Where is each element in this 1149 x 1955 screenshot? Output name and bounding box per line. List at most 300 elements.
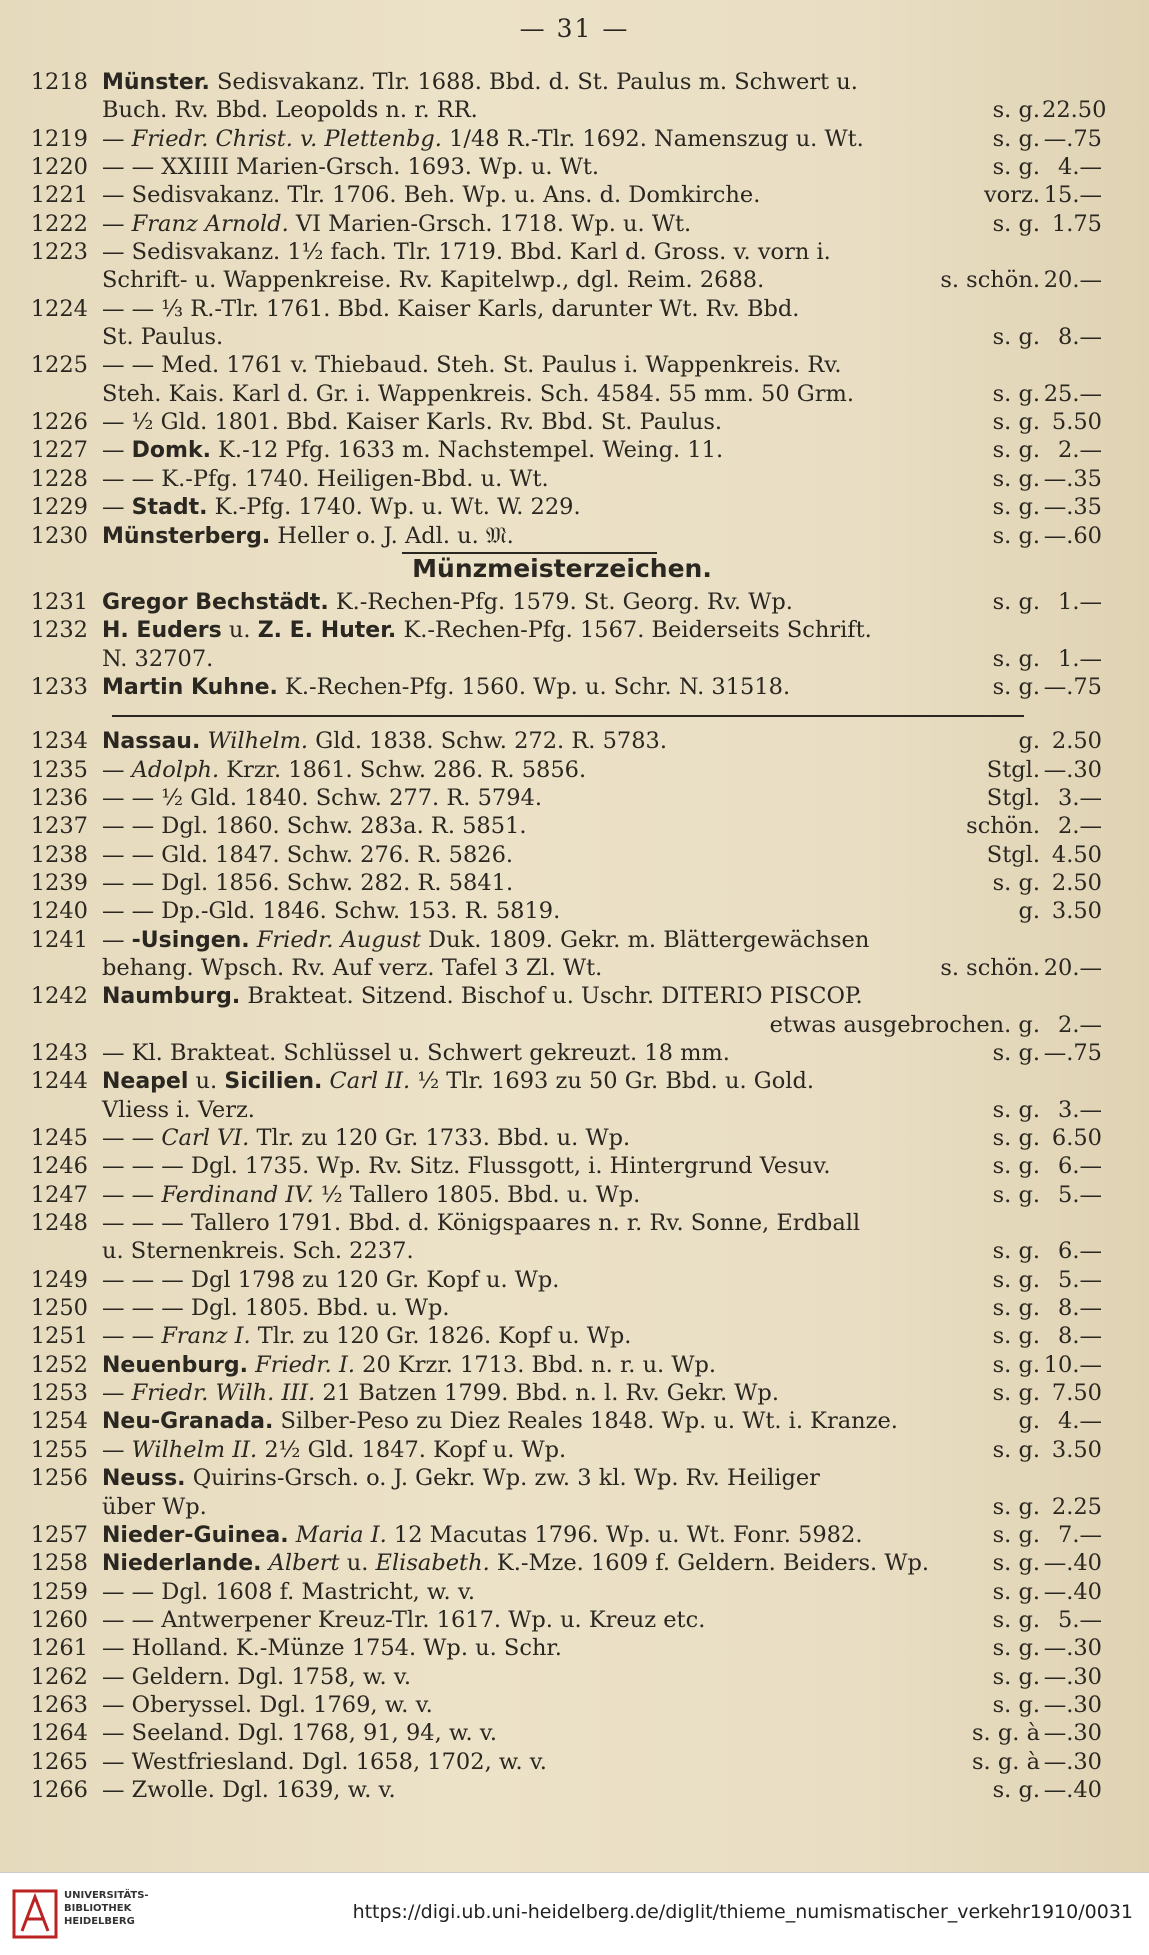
catalog-line: [22, 1237, 1102, 1265]
lot-description: [102, 645, 213, 673]
condition: s. g.: [992, 97, 1040, 124]
condition: s. g.: [992, 1295, 1040, 1322]
place-name: Neuss.: [102, 1466, 186, 1492]
lot-number: 1251: [30, 1323, 88, 1350]
lot-description: [102, 1067, 814, 1096]
ruler-name: Wilhelm II.: [131, 1436, 258, 1463]
price: 1.—: [1058, 645, 1102, 672]
lot-number: 1229: [30, 494, 88, 521]
place-name: Domk.: [131, 438, 211, 464]
description-text: — Westfriesland. Dgl. 1658, 1702, w. v.: [102, 1748, 547, 1775]
catalog-line: [22, 1634, 1102, 1662]
description-text: 2½ Gld. 1847. Kopf u. Wp.: [257, 1436, 567, 1463]
catalog-line: [22, 1578, 1102, 1606]
lot-description: [102, 1549, 929, 1578]
lot-description: [102, 1748, 547, 1776]
price: 3.50: [1051, 898, 1102, 925]
lot-description: [102, 588, 793, 617]
catalog-line: [22, 954, 1102, 982]
condition: s. g.: [992, 1550, 1040, 1577]
lot-number: 1265: [30, 1748, 88, 1775]
lot-number: 1258: [30, 1550, 88, 1577]
lot-number: 1259: [30, 1578, 88, 1605]
lot-description: [102, 1181, 640, 1209]
description-text: VI Marien-Grsch. 1718. Wp. u. Wt.: [288, 210, 692, 237]
lot-number: 1230: [30, 522, 88, 549]
condition: etwas ausgebrochen. g.: [769, 1011, 1040, 1038]
price: 15.—: [1043, 182, 1102, 209]
catalog-line: [22, 1776, 1102, 1804]
catalog-line: [22, 1691, 1102, 1719]
lot-description: [102, 1663, 411, 1691]
condition: s. schön.: [940, 267, 1040, 294]
price: 1.—: [1058, 588, 1102, 615]
price: 5.50: [1051, 409, 1102, 436]
condition: s. g.: [992, 1153, 1040, 1180]
lot-number: 1248: [30, 1210, 88, 1237]
description-text: —: [102, 125, 132, 152]
condition: s. g. à: [972, 1748, 1040, 1775]
catalog-line: [22, 1521, 1102, 1549]
condition: s. g. à: [972, 1720, 1040, 1747]
condition: Stgl.: [986, 784, 1040, 811]
lot-description: [102, 210, 691, 238]
lot-number: 1254: [30, 1408, 88, 1435]
ruler-name: Ferdinand IV.: [161, 1181, 314, 1208]
condition: s. g.: [992, 1776, 1040, 1803]
price: 3.—: [1058, 1096, 1102, 1123]
description-text: — — — Dgl 1798 zu 120 Gr. Kopf u. Wp.: [102, 1266, 560, 1293]
lot-description: [102, 812, 527, 840]
lot-number: 1249: [30, 1266, 88, 1293]
description-text: 12 Macutas 1796. Wp. u. Wt. Fonr. 5982.: [386, 1521, 863, 1548]
ruler-name: Franz I.: [161, 1323, 251, 1350]
description-text: — — Dgl. 1608 f. Mastricht, w. v.: [102, 1578, 476, 1605]
condition: s. g.: [992, 1125, 1040, 1152]
description-text: Tlr. zu 120 Gr. 1826. Kopf u. Wp.: [250, 1323, 632, 1350]
price: 4.50: [1051, 841, 1102, 868]
catalog-line: [22, 1436, 1102, 1464]
place-name: Gregor Bechstädt.: [102, 589, 329, 615]
condition: schön.: [966, 813, 1040, 840]
condition: s. g.: [992, 522, 1040, 549]
place-name: Stadt.: [131, 495, 208, 521]
price: 4.—: [1058, 1408, 1102, 1435]
lot-number: 1235: [30, 756, 88, 783]
description-text: Vliess i. Verz.: [102, 1096, 255, 1123]
price: —.75: [1043, 125, 1102, 152]
catalog-line: [22, 869, 1102, 897]
price: 2.—: [1058, 437, 1102, 464]
catalog-line: [22, 1124, 1102, 1152]
lot-number: 1238: [30, 841, 88, 868]
lot-description: [102, 1776, 396, 1804]
lot-description: [102, 96, 478, 124]
place-name: Nassau.: [102, 729, 201, 755]
price: —.40: [1043, 1550, 1102, 1577]
place-name: Neapel: [102, 1069, 189, 1095]
description-text: — — K.-Pfg. 1740. Heiligen-Bbd. u. Wt.: [102, 465, 549, 492]
lot-description: [102, 1209, 860, 1237]
price: 6.—: [1058, 1238, 1102, 1265]
lot-description: [102, 1351, 716, 1380]
ruler-name: Albert: [268, 1550, 340, 1577]
lot-description: [102, 756, 586, 784]
viewer-footer: [0, 1872, 1149, 1955]
lot-description: [102, 1407, 898, 1436]
price: 7.—: [1058, 1521, 1102, 1548]
library-name-line: HEIDELBERG: [64, 1916, 135, 1927]
description-text: Brakteat. Sitzend. Bischof u. Uschr. DITERIↃ PISCOP.: [240, 983, 863, 1010]
page-number: — 31 —: [519, 14, 630, 43]
lot-description: [102, 1634, 562, 1662]
price: —.35: [1043, 494, 1102, 521]
catalog-line: [22, 266, 1102, 294]
lot-description: [102, 125, 864, 153]
lot-number: 1256: [30, 1465, 88, 1492]
catalog-line: [22, 1549, 1102, 1577]
lot-number: 1247: [30, 1181, 88, 1208]
catalog-line: [22, 812, 1102, 840]
catalog-line: [22, 96, 1107, 124]
description-text: [322, 1068, 329, 1094]
catalog-line: [22, 982, 1102, 1010]
lot-description: [102, 465, 549, 493]
lot-number: 1231: [30, 588, 88, 615]
catalog-line: [22, 784, 1102, 812]
condition: g.: [1018, 898, 1040, 925]
catalog-line: [22, 897, 1102, 925]
price: —.30: [1043, 1635, 1102, 1662]
lot-number: 1262: [30, 1663, 88, 1690]
condition: s. g.: [992, 1663, 1040, 1690]
description-text: — — Gld. 1847. Schw. 276. R. 5826.: [102, 841, 514, 868]
price: 7.50: [1051, 1380, 1102, 1407]
catalog-line: [22, 1407, 1102, 1435]
price: 10.—: [1043, 1351, 1102, 1378]
condition: Stgl.: [986, 756, 1040, 783]
description-text: K.-Mze. 1609 f. Geldern. Beiders. Wp.: [489, 1550, 930, 1577]
description-text: ½ Tlr. 1693 zu 50 Gr. Bbd. u. Gold.: [410, 1068, 815, 1095]
catalog-line: [22, 522, 1102, 550]
description-text: — — Dp.-Gld. 1846. Schw. 153. R. 5819.: [102, 898, 561, 925]
ruler-name: Maria I.: [295, 1521, 387, 1548]
price: —.40: [1043, 1578, 1102, 1605]
lot-description: [102, 436, 723, 465]
condition: s. g.: [992, 1323, 1040, 1350]
lot-description: [102, 1322, 631, 1350]
description-text: — Seeland. Dgl. 1768, 91, 94, w. v.: [102, 1720, 497, 1747]
catalog-line: [22, 1493, 1102, 1521]
condition: s. g.: [992, 1238, 1040, 1265]
catalog-line: [22, 841, 1102, 869]
lot-number: 1218: [30, 69, 88, 95]
description-text: u.: [221, 617, 258, 644]
lot-number: 1257: [30, 1521, 88, 1548]
description-text: Gld. 1838. Schw. 272. R. 5783.: [308, 728, 667, 755]
catalog-line: [22, 1294, 1102, 1322]
lot-number: 1228: [30, 465, 88, 492]
description-text: — —: [102, 1323, 162, 1350]
description-text: — Sedisvakanz. 1½ fach. Tlr. 1719. Bbd. Karl d. Gross. v. vorn i.: [102, 239, 831, 266]
place-name: Martin Kuhne.: [102, 674, 278, 700]
condition: s. g.: [992, 869, 1040, 896]
university-library-logo-icon: [12, 1887, 58, 1941]
price: —.30: [1043, 1748, 1102, 1775]
lot-description: [102, 493, 581, 522]
description-text: K.-Rechen-Pfg. 1560. Wp. u. Schr. N. 31518.: [277, 673, 791, 700]
catalog-line: [22, 1039, 1102, 1067]
condition: s. g.: [992, 409, 1040, 436]
lot-number: 1222: [30, 210, 88, 237]
lot-number: 1255: [30, 1436, 88, 1463]
condition: s. g.: [992, 1436, 1040, 1463]
catalog-line: [22, 756, 1102, 784]
description-text: Quirins-Grsch. o. J. Gekr. Wp. zw. 3 kl. Wp. Rv. Heiliger: [185, 1465, 820, 1492]
price: 2.—: [1058, 813, 1102, 840]
price: 20.—: [1043, 267, 1102, 294]
lot-description: [102, 238, 831, 266]
description-text: 21 Batzen 1799. Bbd. n. l. Rv. Gekr. Wp.: [315, 1380, 779, 1407]
lot-description: [102, 841, 513, 869]
lot-number: 1232: [30, 617, 88, 644]
lot-number: 1245: [30, 1125, 88, 1152]
catalog-line: [22, 1011, 1102, 1039]
lot-number: 1234: [30, 728, 88, 755]
lot-number: 1240: [30, 898, 88, 925]
description-text: behang. Wpsch. Rv. Auf verz. Tafel 3 Zl. Wt.: [102, 954, 603, 981]
lot-description: [102, 1578, 475, 1606]
condition: s. g.: [992, 494, 1040, 521]
price: —.30: [1043, 1720, 1102, 1747]
lot-description: [102, 673, 790, 702]
condition: s. g.: [992, 1521, 1040, 1548]
description-text: K.-Pfg. 1740. Wp. u. Wt. W. 229.: [207, 494, 581, 521]
ruler-name: Adolph.: [131, 756, 220, 783]
description-text: Tlr. zu 120 Gr. 1733. Bbd. u. Wp.: [249, 1125, 631, 1152]
catalog-line: [22, 125, 1102, 153]
description-text: — — Dgl. 1856. Schw. 282. R. 5841.: [102, 869, 514, 896]
price: —.75: [1043, 673, 1102, 700]
condition: s. g.: [992, 1380, 1040, 1407]
library-name: [64, 1889, 149, 1928]
catalog-line: [22, 616, 1102, 644]
description-text: [250, 927, 257, 953]
description-text: —: [102, 437, 132, 464]
lot-description: [102, 266, 764, 294]
description-text: Silber-Peso zu Diez Reales 1848. Wp. u. Wt. i. Kranze.: [273, 1408, 898, 1435]
catalog-line: [22, 1152, 1102, 1180]
catalog-line: [22, 1748, 1102, 1776]
catalog-line: [22, 1067, 1102, 1095]
lot-description: [102, 869, 513, 897]
catalog-line: [22, 1351, 1102, 1379]
ruler-name: Friedr. I.: [255, 1351, 356, 1378]
lot-description: [102, 1493, 207, 1521]
source-url-link[interactable]: https://digi.ub.uni-heidelberg.de/diglit/thieme_numismatischer_verkehr1910/0031: [352, 1901, 1133, 1923]
price: —.40: [1043, 1776, 1102, 1803]
description-text: — — Dgl. 1860. Schw. 283a. R. 5851.: [102, 813, 527, 840]
price: —.60: [1043, 522, 1102, 549]
lot-description: [102, 1039, 730, 1067]
lot-number: 1244: [30, 1068, 88, 1095]
condition: s. g.: [992, 1578, 1040, 1605]
ruler-name: Carl VI.: [161, 1125, 250, 1152]
condition: s. g.: [992, 1606, 1040, 1633]
condition: vorz.: [983, 182, 1040, 209]
catalog-line: [22, 1606, 1102, 1634]
description-text: —: [102, 1436, 132, 1463]
description-text: — Holland. K.-Münze 1754. Wp. u. Schr.: [102, 1635, 562, 1662]
price: 8.—: [1058, 1323, 1102, 1350]
description-text: — — Med. 1761 v. Thiebaud. Steh. St. Paulus i. Wappenkreis. Rv.: [102, 352, 842, 379]
condition: s. g.: [992, 1096, 1040, 1123]
catalog-line: [22, 1096, 1102, 1124]
description-text: Krzr. 1861. Schw. 286. R. 5856.: [219, 756, 587, 783]
condition: Stgl.: [986, 841, 1040, 868]
place-name: H. Euders: [102, 618, 222, 644]
ruler-name: Wilhelm.: [207, 728, 309, 755]
condition: s. g.: [992, 1691, 1040, 1718]
lot-description: [102, 1606, 705, 1634]
place-name: Nieder-Guinea.: [102, 1522, 289, 1548]
catalog-line: [22, 68, 1102, 96]
lot-description: [102, 784, 542, 812]
lot-description: [102, 1294, 450, 1322]
description-text: —: [102, 210, 132, 237]
catalog-line: [22, 1181, 1102, 1209]
description-text: K.-Rechen-Pfg. 1579. St. Georg. Rv. Wp.: [328, 588, 793, 615]
place-name: Neuenburg.: [102, 1352, 248, 1378]
catalog-line: [22, 465, 1102, 493]
lot-number: 1221: [30, 182, 88, 209]
condition: s. g.: [992, 154, 1040, 181]
lot-description: [102, 1379, 779, 1407]
description-text: u.: [188, 1068, 225, 1095]
library-name-line: UNIVERSITÄTS-: [64, 1890, 149, 1901]
section-divider: [22, 701, 1102, 727]
condition: s. g.: [992, 673, 1040, 700]
price: 5.—: [1058, 1606, 1102, 1633]
condition: s. g.: [992, 588, 1040, 615]
price: 8.—: [1058, 1295, 1102, 1322]
lot-number: 1253: [30, 1380, 88, 1407]
lot-number: 1237: [30, 813, 88, 840]
lot-description: [102, 1266, 559, 1294]
lot-number: 1264: [30, 1720, 88, 1747]
description-text: [261, 1550, 268, 1576]
lot-description: [102, 954, 602, 982]
description-text: — — — Dgl. 1735. Wp. Rv. Sitz. Flussgott, i. Hintergrund Vesuv.: [102, 1153, 831, 1180]
lot-description: [102, 1237, 414, 1265]
lot-description: [102, 295, 799, 323]
condition: s. g.: [992, 380, 1040, 407]
catalog-line: [22, 645, 1102, 673]
catalog-line: [22, 1663, 1102, 1691]
lot-number: 1243: [30, 1040, 88, 1066]
price: 5.—: [1058, 1266, 1102, 1293]
condition: g.: [1018, 728, 1040, 755]
condition: s. schön.: [940, 954, 1040, 981]
price: 6.50: [1051, 1125, 1102, 1152]
description-text: — — — Dgl. 1805. Bbd. u. Wp.: [102, 1295, 450, 1322]
lot-number: 1239: [30, 869, 88, 896]
price: —.30: [1043, 1691, 1102, 1718]
lot-description: [102, 1719, 497, 1747]
description-text: K.-Rechen-Pfg. 1567. Beiderseits Schrift.: [396, 617, 872, 644]
condition: s. g.: [992, 1351, 1040, 1378]
description-text: — Kl. Brakteat. Schlüssel u. Schwert gekreuzt. 18 mm.: [102, 1040, 730, 1066]
ruler-name: Carl II.: [329, 1068, 411, 1095]
place-name: -Usingen.: [131, 927, 250, 953]
description-text: 20 Krzr. 1713. Bbd. n. r. u. Wp.: [355, 1351, 717, 1378]
lot-number: 1225: [30, 352, 88, 379]
lot-description: [102, 982, 863, 1011]
description-text: — —: [102, 1125, 162, 1152]
catalog-line: [22, 1209, 1102, 1237]
catalog-line: [22, 727, 1102, 755]
ruler-name: Elisabeth.: [375, 1550, 490, 1577]
catalog-line: [22, 323, 1102, 351]
price: —.75: [1043, 1040, 1102, 1066]
lot-description: [102, 1096, 255, 1124]
catalog-line: [22, 493, 1102, 521]
ruler-name: Friedr. Christ. v. Plettenbg.: [131, 125, 442, 152]
lot-number: 1246: [30, 1153, 88, 1180]
lot-description: [102, 1521, 862, 1550]
condition: s. g.: [992, 210, 1040, 237]
condition: s. g.: [992, 1040, 1040, 1066]
description-text: Buch. Rv. Bbd. Leopolds n. r. RR.: [102, 97, 478, 124]
price: 20.—: [1043, 954, 1102, 981]
lot-number: 1242: [30, 983, 88, 1010]
description-text: — Geldern. Dgl. 1758, w. v.: [102, 1663, 412, 1690]
description-text: [289, 1522, 296, 1548]
price: 3.—: [1058, 784, 1102, 811]
lot-number: 1250: [30, 1295, 88, 1322]
catalog-line: [22, 1322, 1102, 1350]
price: 8.—: [1058, 324, 1102, 351]
description-text: — Sedisvakanz. Tlr. 1706. Beh. Wp. u. Ans. d. Domkirche.: [102, 182, 761, 209]
price: 6.—: [1058, 1153, 1102, 1180]
catalog-line: [22, 351, 1102, 379]
catalog-line: [22, 295, 1102, 323]
lot-number: 1236: [30, 784, 88, 811]
description-text: N. 32707.: [102, 645, 214, 672]
catalog-line: [22, 1379, 1102, 1407]
catalog-line: [22, 1464, 1102, 1492]
description-text: ½ Tallero 1805. Bbd. u. Wp.: [313, 1181, 641, 1208]
section-heading: Münzmeisterzeichen.: [22, 550, 1102, 588]
place-name: Sicilien.: [224, 1069, 323, 1095]
catalog-line: [22, 408, 1102, 436]
description-text: — — ⅓ R.-Tlr. 1761. Bbd. Kaiser Karls, darunter Wt. Rv. Bbd.: [102, 295, 800, 322]
catalog-line: [22, 1719, 1102, 1747]
catalog-line: [22, 588, 1102, 616]
description-text: 1/48 R.-Tlr. 1692. Namenszug u. Wt.: [441, 125, 864, 152]
condition: s. g.: [992, 324, 1040, 351]
price: 3.50: [1051, 1436, 1102, 1463]
description-text: — ½ Gld. 1801. Bbd. Kaiser Karls. Rv. Bbd. St. Paulus.: [102, 409, 723, 436]
catalog-line: [22, 436, 1102, 464]
description-text: Duk. 1809. Gekr. m. Blättergewächsen: [420, 926, 870, 953]
lot-description: [102, 727, 667, 756]
lot-description: [102, 926, 869, 955]
condition: s. g.: [992, 1493, 1040, 1520]
place-name: Neu-Granada.: [102, 1409, 274, 1435]
lot-description: [102, 351, 841, 379]
description-text: Schrift- u. Wappenkreise. Rv. Kapitelwp., dgl. Reim. 2688.: [102, 267, 765, 294]
